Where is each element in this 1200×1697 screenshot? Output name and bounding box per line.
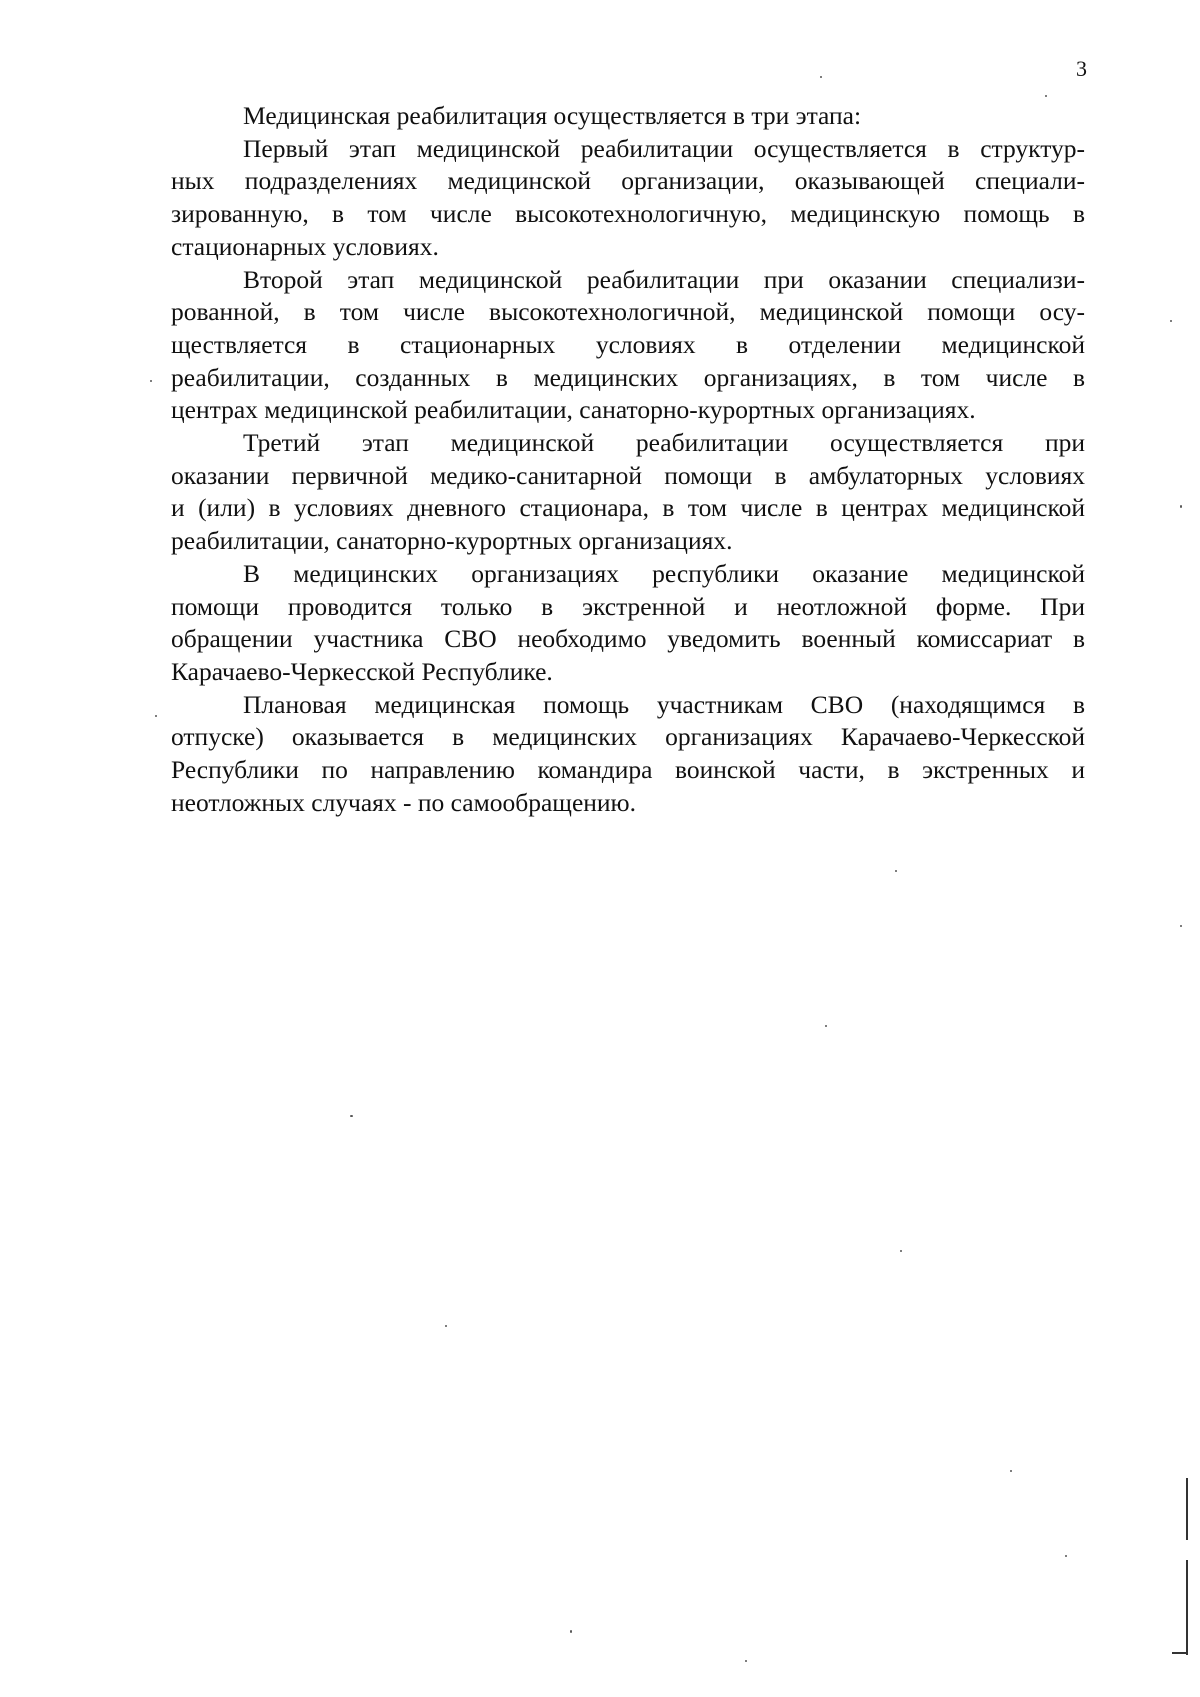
text-line: В медицинских организациях республики оказание медицинской <box>243 558 1085 588</box>
text-line: неотложных случаях - по самообращению. <box>171 787 636 817</box>
text-line: Третий этап медицинской реабилитации осуществляется при <box>243 428 1085 458</box>
scan-speck <box>1045 95 1047 97</box>
text-line: и (или) в условиях дневного стационара, в том числе в центрах медицинской <box>171 493 1085 523</box>
scan-speck <box>350 1115 353 1117</box>
text-line: Второй этап медицинской реабилитации при оказании специализи- <box>243 264 1085 294</box>
scan-speck <box>820 76 822 78</box>
paragraph-emergency-care <box>171 558 1085 689</box>
text-line: отпуске) оказывается в медицинских организациях Карачаево-Черкесской <box>171 722 1085 752</box>
paragraph-second-stage <box>171 264 1085 428</box>
text-line: Первый этап медицинской реабилитации осуществляется в структур- <box>243 133 1085 163</box>
document-body <box>171 100 1085 819</box>
text-line: Республики по направлению командира воинской части, в экстренных и <box>171 755 1085 785</box>
text-line: ных подразделениях медицинской организации, оказывающей специали- <box>171 166 1085 196</box>
text-line: рованной, в том числе высокотехнологичной, медицинской помощи осу- <box>171 297 1085 327</box>
text-line: оказании первичной медико-санитарной помощи в амбулаторных условиях <box>171 460 1085 490</box>
text-line: стационарных условиях. <box>171 231 439 261</box>
scan-edge-mark <box>1186 1560 1188 1655</box>
scan-speck <box>445 1325 447 1327</box>
text-line: обращении участника СВО необходимо уведомить военный комиссариат в <box>171 624 1085 654</box>
page-number: 3 <box>1076 56 1087 81</box>
text-line: центрах медицинской реабилитации, санаторно-курортных организациях. <box>171 395 976 425</box>
scan-speck <box>1180 505 1182 508</box>
scan-edge-mark <box>1172 1652 1188 1654</box>
scan-speck <box>900 1250 902 1252</box>
text-line: реабилитации, созданных в медицинских организациях, в том числе в <box>171 362 1085 392</box>
scan-speck <box>1180 925 1182 927</box>
paragraph-first-stage <box>171 133 1085 264</box>
text-line: Плановая медицинская помощь участникам СВО (находящимся в <box>243 689 1085 719</box>
scan-speck <box>1170 320 1172 322</box>
text-line: реабилитации, санаторно-курортных организациях. <box>171 526 733 556</box>
text-line: Карачаево-Черкесской Республике. <box>171 656 553 686</box>
paragraph-third-stage <box>171 427 1085 558</box>
text-line: Медицинская реабилитация осуществляется в три этапа: <box>243 101 862 130</box>
scan-speck <box>150 380 152 382</box>
scan-speck <box>825 1025 827 1027</box>
scan-speck <box>155 715 157 717</box>
paragraph-planned-care <box>171 689 1085 820</box>
scan-speck <box>895 870 897 872</box>
text-line: зированную, в том числе высокотехнологичную, медицинскую помощь в <box>171 199 1085 229</box>
scan-edge-mark <box>1186 1478 1188 1540</box>
text-line: ществляется в стационарных условиях в отделении медицинской <box>171 329 1085 359</box>
scan-speck <box>1010 1470 1012 1472</box>
text-line: помощи проводится только в экстренной и неотложной форме. При <box>171 591 1085 621</box>
scan-speck <box>570 1630 572 1633</box>
paragraph-stages-intro <box>171 100 1085 133</box>
scan-speck <box>1065 1555 1067 1557</box>
scan-speck <box>745 1660 747 1662</box>
